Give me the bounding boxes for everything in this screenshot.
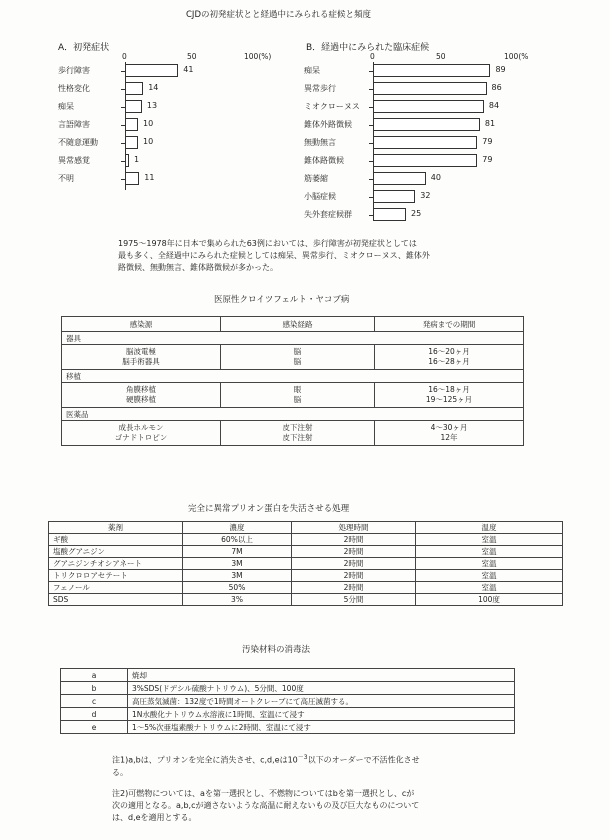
- chart-b-value: 86: [491, 83, 502, 92]
- table1-cell: 19～125ヶ月: [425, 395, 473, 404]
- table2-cell: 2時間: [292, 558, 416, 570]
- chart-a-value: 14: [148, 83, 159, 92]
- table1-section-label: 移植: [62, 370, 221, 383]
- chart-b-title: B．経過中にみられた臨床症候: [306, 43, 430, 53]
- chart-a-title: A．初発症状: [58, 43, 110, 53]
- chart-a-bar: [125, 136, 138, 149]
- chart-a-value: 1: [134, 155, 140, 164]
- table1-cell: 皮下注射: [282, 433, 313, 442]
- chart-b-value: 81: [484, 119, 496, 128]
- chart-b-label: 錐体外路徴候: [304, 120, 352, 129]
- chart-b-label: 無動無言: [304, 138, 336, 147]
- table2-cell: 室温: [416, 570, 563, 582]
- chart-b-value: 89: [495, 65, 506, 74]
- table1-cell: 眼: [293, 385, 302, 394]
- table2-cell: SDS: [49, 594, 183, 606]
- table1-cell: 硬膜移植: [126, 395, 156, 404]
- note-2: [112, 788, 419, 824]
- table-row: [61, 721, 515, 734]
- table2-cell: 2時間: [292, 534, 416, 546]
- chart-b-label: ミオクローヌス: [304, 102, 360, 111]
- table2-header-agent: 薬剤: [49, 522, 183, 534]
- table-row: [49, 570, 563, 582]
- table3-key: b: [61, 682, 128, 695]
- table1-cell: 16～28ヶ月: [428, 357, 470, 366]
- table2-cell: フェノール: [49, 582, 183, 594]
- chart-a-value: 10: [143, 119, 154, 128]
- table-row: [49, 594, 563, 606]
- chart-b-bar: [373, 172, 426, 185]
- table-row: [61, 669, 515, 682]
- table3-key: c: [61, 695, 128, 708]
- table2-title: 完全に異常プリオン蛋白を失活させる処理: [188, 504, 350, 514]
- note2-line: 注2)可燃物については、aを第一選択とし、不燃物についてはbを第一選択とし、cが: [112, 789, 415, 798]
- chart-a-bar: [125, 172, 139, 185]
- table1-cell: 16～18ヶ月: [428, 385, 470, 394]
- table1-cell: 脳: [293, 347, 302, 356]
- table2-cell: 室温: [416, 546, 563, 558]
- note1-text: 注1)a,bは、プリオンを完全に消失させ、c,d,eは10: [112, 755, 298, 765]
- note-1: [112, 752, 420, 779]
- table-row: [61, 682, 515, 695]
- iatrogenic-cjd-table: [61, 316, 524, 446]
- note1-text: 以下のオーダーで不活性化させ: [307, 755, 420, 765]
- table1-cell: 皮下注射: [282, 423, 313, 432]
- chart-a-value: 11: [144, 173, 155, 182]
- chart-a-label: 歩行障害: [58, 66, 90, 75]
- chart-a-bar: [125, 154, 129, 167]
- chart-b-bar: [373, 136, 477, 149]
- table1-section-label: 医薬品: [62, 408, 221, 421]
- chart-a-tick-0: 0: [122, 52, 127, 61]
- table2-cell: 60%以上: [183, 534, 292, 546]
- chart-a-label: 不明: [58, 174, 74, 183]
- chart-a-value: 41: [183, 65, 194, 74]
- table2-cell: 3%: [183, 594, 292, 606]
- chart-a-label: 不随意運動: [58, 138, 98, 147]
- table2-cell: 100度: [416, 594, 563, 606]
- chart-a-bar: [125, 82, 143, 95]
- chart-a-value: 10: [143, 137, 154, 146]
- table2-cell: 2時間: [292, 546, 416, 558]
- chart-a-label: 言語障害: [58, 120, 90, 129]
- table-row: [49, 558, 563, 570]
- chart-b-bar: [373, 154, 477, 167]
- table1-cell: 角膜移植: [126, 385, 156, 394]
- summary-line: 路徴候、無動無言、錐体路徴候が多かった。: [118, 263, 278, 272]
- table3-key: e: [61, 721, 128, 734]
- table-row: [61, 708, 515, 721]
- chart-a-label: 痴呆: [58, 102, 74, 111]
- chart-b-value: 79: [482, 155, 493, 164]
- table2-cell: 7M: [183, 546, 292, 558]
- chart-a-label: 異常感覚: [58, 156, 90, 165]
- chart-b-bar: [373, 100, 484, 113]
- table2-cell: 室温: [416, 582, 563, 594]
- table2-cell: 5分間: [292, 594, 416, 606]
- chart-b-label: 失外套症候群: [304, 210, 352, 219]
- table2-header-temp: 温度: [416, 522, 563, 534]
- table1-cell: 脳: [293, 395, 302, 404]
- table1-cell: 脳: [293, 357, 302, 366]
- prion-inactivation-table: [48, 521, 563, 606]
- table2-header-concentration: 濃度: [183, 522, 292, 534]
- chart-b-bar: [373, 82, 487, 95]
- chart-b-tick-0: 0: [370, 52, 375, 61]
- chart-b-bar: [373, 190, 415, 203]
- table-row: [49, 582, 563, 594]
- table1-cell: 4～30ヶ月: [430, 423, 468, 432]
- chart-b-label: 痴呆: [304, 66, 320, 75]
- table1-cell: 脳波電極: [126, 347, 156, 356]
- table-row: [49, 546, 563, 558]
- chart-b-value: 32: [420, 191, 431, 200]
- chart-b-label: 筋萎縮: [304, 174, 328, 183]
- chart-b-bar: [373, 118, 480, 131]
- chart-b-bar: [373, 64, 490, 77]
- table3-method: 1N水酸化ナトリウム水溶液に1時間、室温にて浸す: [128, 708, 515, 721]
- table3-key: d: [61, 708, 128, 721]
- table2-cell: 50%: [183, 582, 292, 594]
- chart-b-label: 異常歩行: [304, 84, 336, 93]
- table1-header-route: 感染経路: [221, 317, 375, 332]
- table1-section-label: 器具: [62, 332, 221, 345]
- table-row: [61, 695, 515, 708]
- chart-a-bar: [125, 118, 138, 131]
- chart-b-tick-100: 100(%: [504, 52, 529, 61]
- table1-header-source: 感染源: [62, 317, 221, 332]
- note1-text: る。: [112, 767, 128, 777]
- table1-cell: 成長ホルモン: [118, 423, 164, 432]
- summary-line: 最も多く、全経過中にみられた症候としては痴呆、異常歩行、ミオクローヌス、錐体外: [118, 251, 430, 260]
- chart-a-tick-50: 50: [187, 52, 197, 61]
- table3-method: 高圧蒸気滅菌：132度で1時間オートクレーブにて高圧滅菌する。: [128, 695, 515, 708]
- table2-cell: 2時間: [292, 582, 416, 594]
- chart-b-value: 40: [430, 173, 441, 182]
- table2-cell: トリクロロアセテート: [49, 570, 183, 582]
- table1-cell: 16～20ヶ月: [428, 347, 470, 356]
- table2-cell: ギ酸: [49, 534, 183, 546]
- table-row: [49, 534, 563, 546]
- table3-key: a: [61, 669, 128, 682]
- table1-cell: ゴナドトロピン: [114, 433, 168, 442]
- note2-line: は、d,eを適用とする。: [112, 813, 197, 822]
- table3-method: 焼却: [128, 669, 515, 682]
- chart-b-value: 84: [488, 101, 500, 110]
- table3-method: 3%SDS(ドデシル硫酸ナトリウム)、5分間、100度: [128, 682, 515, 695]
- table3-method: 1～5%次亜塩素酸ナトリウムに2時間、室温にて浸す: [128, 721, 515, 734]
- table1-title: 医原性クロイツフェルト・ヤコブ病: [214, 295, 350, 305]
- chart-b-bar: [373, 208, 406, 221]
- table1-cell: 12年: [440, 433, 458, 442]
- chart-a-bar: [125, 64, 178, 77]
- summary-paragraph: [118, 238, 430, 274]
- summary-line: 1975～1978年に日本で集められた63例においては、歩行障害が初発症状としては: [118, 239, 417, 248]
- table2-cell: 室温: [416, 558, 563, 570]
- table2-cell: 室温: [416, 534, 563, 546]
- disinfection-table: [60, 668, 515, 734]
- table2-cell: グアニジンチオシアネート: [49, 558, 183, 570]
- note1-superscript: －3: [297, 754, 308, 761]
- chart-b-label: 錐体路徴候: [304, 156, 344, 165]
- chart-a-tick-100: 100(%): [244, 52, 272, 61]
- chart-b-tick-50: 50: [436, 52, 446, 61]
- table2-cell: 2時間: [292, 570, 416, 582]
- table2-cell: 3M: [183, 558, 292, 570]
- chart-a-value: 13: [146, 101, 158, 110]
- table3-title: 汚染材料の消毒法: [242, 645, 311, 655]
- chart-a-label: 性格変化: [58, 84, 90, 93]
- chart-a-bar: [125, 100, 142, 113]
- table2-cell: 塩酸グアニジン: [49, 546, 183, 558]
- chart-b-value: 25: [411, 209, 422, 218]
- table1-cell: 脳手術器具: [122, 357, 160, 366]
- note2-line: 次の適用となる。a,b,cが適さないような高温に耐えないもの及び巨大なものについて: [112, 801, 420, 810]
- table1-header-period: 発病までの期間: [375, 317, 524, 332]
- chart-b-label: 小脳症候: [304, 192, 336, 201]
- table2-cell: 3M: [183, 570, 292, 582]
- page-title: CJDの初発症状とと経過中にみられる症候と頻度: [186, 10, 371, 20]
- chart-b-value: 79: [482, 137, 493, 146]
- table2-header-time: 処理時間: [292, 522, 416, 534]
